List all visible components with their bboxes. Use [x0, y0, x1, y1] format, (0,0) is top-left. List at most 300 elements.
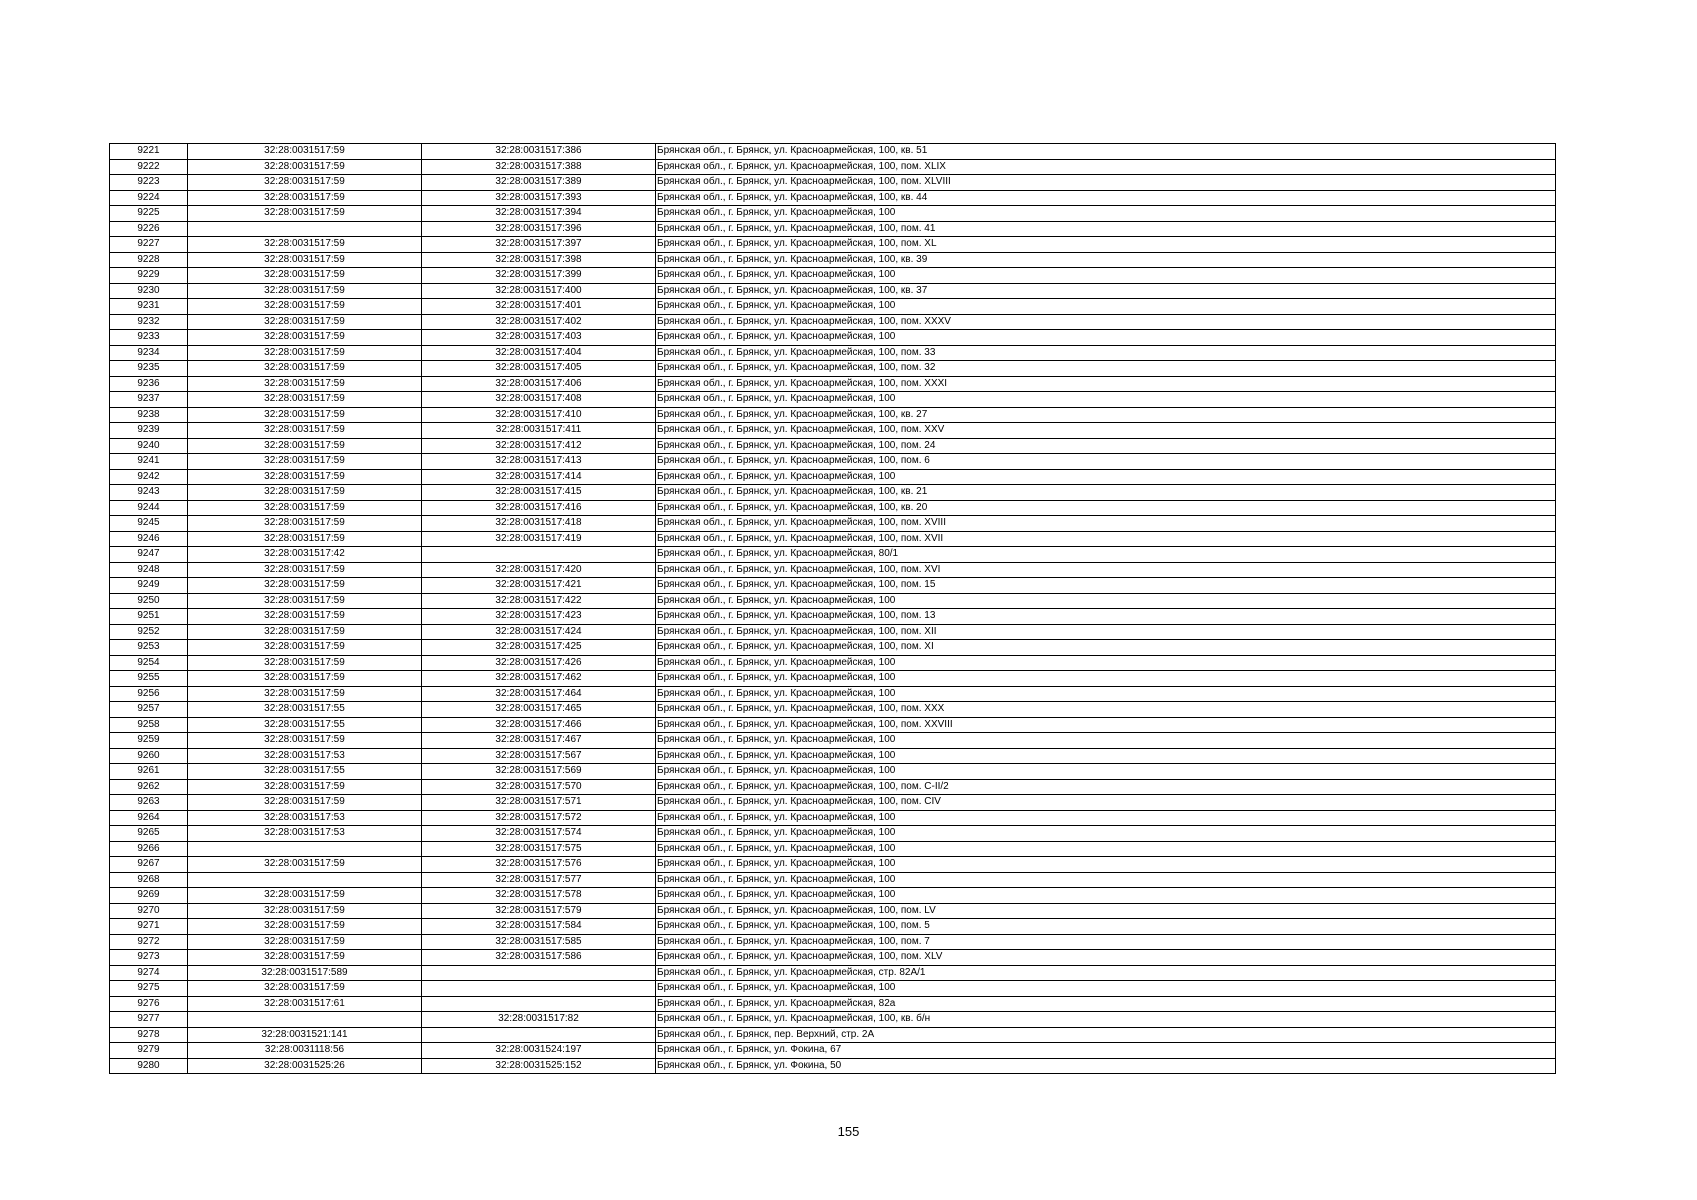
- cadastral-number-cell: 32:28:0031517:575: [422, 841, 656, 857]
- row-number-cell: 9222: [110, 159, 188, 175]
- table-row: [110, 206, 1556, 222]
- row-number-cell: 9264: [110, 810, 188, 826]
- address-cell: Брянская обл., г. Брянск, ул. Красноармейская, 100, пом. XVI: [656, 562, 1556, 578]
- table-row: [110, 996, 1556, 1012]
- address-cell: Брянская обл., г. Брянск, ул. Фокина, 67: [656, 1043, 1556, 1059]
- parent-cadastral-number-cell: 32:28:0031517:59: [188, 857, 422, 873]
- table-row: [110, 624, 1556, 640]
- address-cell: Брянская обл., г. Брянск, ул. Красноармейская, 100: [656, 299, 1556, 315]
- table-row: [110, 547, 1556, 563]
- parent-cadastral-number-cell: 32:28:0031517:59: [188, 500, 422, 516]
- table-row: [110, 252, 1556, 268]
- parent-cadastral-number-cell: 32:28:0031517:59: [188, 919, 422, 935]
- cadastral-number-cell: 32:28:0031517:571: [422, 795, 656, 811]
- row-number-cell: 9276: [110, 996, 188, 1012]
- cadastral-number-cell: 32:28:0031517:402: [422, 314, 656, 330]
- cadastral-number-cell: 32:28:0031517:585: [422, 934, 656, 950]
- table-row: [110, 159, 1556, 175]
- row-number-cell: 9268: [110, 872, 188, 888]
- address-cell: Брянская обл., г. Брянск, ул. Красноармейская, 100, пом. 13: [656, 609, 1556, 625]
- table-row: [110, 686, 1556, 702]
- table-row: [110, 609, 1556, 625]
- cadastral-number-cell: 32:28:0031517:399: [422, 268, 656, 284]
- table-row: [110, 764, 1556, 780]
- table-row: [110, 717, 1556, 733]
- table-row: [110, 345, 1556, 361]
- address-cell: Брянская обл., г. Брянск, ул. Красноармейская, 100, пом. XL: [656, 237, 1556, 253]
- registry-table-body: [110, 144, 1556, 1074]
- address-cell: Брянская обл., г. Брянск, ул. Красноармейская, 100, пом. XXV: [656, 423, 1556, 439]
- parent-cadastral-number-cell: 32:28:0031517:42: [188, 547, 422, 563]
- address-cell: Брянская обл., г. Брянск, ул. Красноармейская, 100, кв. 39: [656, 252, 1556, 268]
- cadastral-number-cell: 32:28:0031517:567: [422, 748, 656, 764]
- table-row: [110, 438, 1556, 454]
- address-cell: Брянская обл., г. Брянск, ул. Красноармейская, 100, кв. 21: [656, 485, 1556, 501]
- table-row: [110, 640, 1556, 656]
- cadastral-number-cell: 32:28:0031517:419: [422, 531, 656, 547]
- parent-cadastral-number-cell: 32:28:0031517:53: [188, 810, 422, 826]
- parent-cadastral-number-cell: [188, 221, 422, 237]
- table-row: [110, 376, 1556, 392]
- table-row: [110, 237, 1556, 253]
- cadastral-number-cell: 32:28:0031517:386: [422, 144, 656, 160]
- cadastral-number-cell: 32:28:0031517:396: [422, 221, 656, 237]
- row-number-cell: 9259: [110, 733, 188, 749]
- parent-cadastral-number-cell: 32:28:0031517:59: [188, 888, 422, 904]
- cadastral-number-cell: 32:28:0031517:572: [422, 810, 656, 826]
- address-cell: Брянская обл., г. Брянск, ул. Красноармейская, 100, пом. XLV: [656, 950, 1556, 966]
- row-number-cell: 9246: [110, 531, 188, 547]
- parent-cadastral-number-cell: 32:28:0031517:55: [188, 702, 422, 718]
- address-cell: Брянская обл., г. Брянск, ул. Красноармейская, 100: [656, 826, 1556, 842]
- row-number-cell: 9269: [110, 888, 188, 904]
- cadastral-number-cell: 32:28:0031517:423: [422, 609, 656, 625]
- parent-cadastral-number-cell: 32:28:0031517:59: [188, 671, 422, 687]
- cadastral-number-cell: 32:28:0031517:408: [422, 392, 656, 408]
- table-row: [110, 423, 1556, 439]
- parent-cadastral-number-cell: 32:28:0031517:59: [188, 934, 422, 950]
- row-number-cell: 9262: [110, 779, 188, 795]
- cadastral-number-cell: 32:28:0031517:394: [422, 206, 656, 222]
- cadastral-number-cell: 32:28:0031517:393: [422, 190, 656, 206]
- row-number-cell: 9226: [110, 221, 188, 237]
- parent-cadastral-number-cell: 32:28:0031517:59: [188, 268, 422, 284]
- row-number-cell: 9263: [110, 795, 188, 811]
- parent-cadastral-number-cell: 32:28:0031517:59: [188, 624, 422, 640]
- row-number-cell: 9251: [110, 609, 188, 625]
- row-number-cell: 9279: [110, 1043, 188, 1059]
- parent-cadastral-number-cell: 32:28:0031517:59: [188, 376, 422, 392]
- parent-cadastral-number-cell: 32:28:0031517:59: [188, 469, 422, 485]
- cadastral-number-cell: 32:28:0031517:389: [422, 175, 656, 191]
- address-cell: Брянская обл., г. Брянск, ул. Красноармейская, 100, пом. 24: [656, 438, 1556, 454]
- cadastral-number-cell: 32:28:0031517:569: [422, 764, 656, 780]
- parent-cadastral-number-cell: 32:28:0031517:59: [188, 454, 422, 470]
- parent-cadastral-number-cell: 32:28:0031525:26: [188, 1058, 422, 1074]
- row-number-cell: 9234: [110, 345, 188, 361]
- cadastral-number-cell: [422, 547, 656, 563]
- row-number-cell: 9243: [110, 485, 188, 501]
- cadastral-number-cell: 32:28:0031517:576: [422, 857, 656, 873]
- row-number-cell: 9221: [110, 144, 188, 160]
- row-number-cell: 9277: [110, 1012, 188, 1028]
- cadastral-number-cell: 32:28:0031517:424: [422, 624, 656, 640]
- row-number-cell: 9229: [110, 268, 188, 284]
- table-row: [110, 485, 1556, 501]
- address-cell: Брянская обл., г. Брянск, ул. Красноармейская, 100, кв. 27: [656, 407, 1556, 423]
- row-number-cell: 9241: [110, 454, 188, 470]
- row-number-cell: 9244: [110, 500, 188, 516]
- cadastral-number-cell: 32:28:0031517:467: [422, 733, 656, 749]
- parent-cadastral-number-cell: 32:28:0031517:53: [188, 826, 422, 842]
- cadastral-number-cell: [422, 996, 656, 1012]
- cadastral-number-cell: 32:28:0031517:404: [422, 345, 656, 361]
- cadastral-number-cell: 32:28:0031517:410: [422, 407, 656, 423]
- parent-cadastral-number-cell: 32:28:0031517:59: [188, 562, 422, 578]
- cadastral-number-cell: 32:28:0031517:416: [422, 500, 656, 516]
- row-number-cell: 9223: [110, 175, 188, 191]
- address-cell: Брянская обл., г. Брянск, ул. Красноармейская, 100, пом. 5: [656, 919, 1556, 935]
- row-number-cell: 9270: [110, 903, 188, 919]
- address-cell: Брянская обл., г. Брянск, ул. Красноармейская, 100, пом. CIV: [656, 795, 1556, 811]
- cadastral-number-cell: 32:28:0031517:413: [422, 454, 656, 470]
- parent-cadastral-number-cell: [188, 1012, 422, 1028]
- parent-cadastral-number-cell: 32:28:0031517:59: [188, 361, 422, 377]
- address-cell: Брянская обл., г. Брянск, ул. Красноармейская, 100, пом. 41: [656, 221, 1556, 237]
- address-cell: Брянская обл., г. Брянск, ул. Красноармейская, 100, пом. XVIII: [656, 516, 1556, 532]
- address-cell: Брянская обл., г. Брянск, ул. Красноармейская, 100: [656, 872, 1556, 888]
- table-row: [110, 702, 1556, 718]
- row-number-cell: 9240: [110, 438, 188, 454]
- table-row: [110, 268, 1556, 284]
- address-cell: Брянская обл., г. Брянск, ул. Красноармейская, 100, пом. XXXI: [656, 376, 1556, 392]
- row-number-cell: 9275: [110, 981, 188, 997]
- address-cell: Брянская обл., г. Брянск, ул. Красноармейская, 100: [656, 330, 1556, 346]
- cadastral-number-cell: 32:28:0031517:586: [422, 950, 656, 966]
- address-cell: Брянская обл., г. Брянск, ул. Красноармейская, 100, пом. XVII: [656, 531, 1556, 547]
- address-cell: Брянская обл., г. Брянск, ул. Фокина, 50: [656, 1058, 1556, 1074]
- cadastral-number-cell: 32:28:0031517:579: [422, 903, 656, 919]
- table-row: [110, 748, 1556, 764]
- cadastral-number-cell: 32:28:0031517:422: [422, 593, 656, 609]
- table-row: [110, 981, 1556, 997]
- row-number-cell: 9248: [110, 562, 188, 578]
- cadastral-number-cell: 32:28:0031517:414: [422, 469, 656, 485]
- table-row: [110, 190, 1556, 206]
- cadastral-number-cell: 32:28:0031517:397: [422, 237, 656, 253]
- address-cell: Брянская обл., г. Брянск, ул. Красноармейская, 100, пом. C-II/2: [656, 779, 1556, 795]
- address-cell: Брянская обл., г. Брянск, ул. Красноармейская, 100: [656, 733, 1556, 749]
- cadastral-number-cell: 32:28:0031517:412: [422, 438, 656, 454]
- cadastral-number-cell: 32:28:0031525:152: [422, 1058, 656, 1074]
- address-cell: Брянская обл., г. Брянск, пер. Верхний, стр. 2А: [656, 1027, 1556, 1043]
- table-row: [110, 779, 1556, 795]
- address-cell: Брянская обл., г. Брянск, ул. Красноармейская, 100, кв. б/н: [656, 1012, 1556, 1028]
- address-cell: Брянская обл., г. Брянск, ул. Красноармейская, 100: [656, 392, 1556, 408]
- table-row: [110, 671, 1556, 687]
- parent-cadastral-number-cell: 32:28:0031517:59: [188, 779, 422, 795]
- table-row: [110, 144, 1556, 160]
- table-row: [110, 578, 1556, 594]
- parent-cadastral-number-cell: 32:28:0031517:53: [188, 748, 422, 764]
- table-row: [110, 407, 1556, 423]
- row-number-cell: 9271: [110, 919, 188, 935]
- table-row: [110, 221, 1556, 237]
- row-number-cell: 9247: [110, 547, 188, 563]
- row-number-cell: 9239: [110, 423, 188, 439]
- row-number-cell: 9260: [110, 748, 188, 764]
- row-number-cell: 9242: [110, 469, 188, 485]
- table-row: [110, 934, 1556, 950]
- row-number-cell: 9224: [110, 190, 188, 206]
- cadastral-number-cell: 32:28:0031517:425: [422, 640, 656, 656]
- cadastral-number-cell: 32:28:0031517:403: [422, 330, 656, 346]
- address-cell: Брянская обл., г. Брянск, ул. Красноармейская, 100, пом. XXX: [656, 702, 1556, 718]
- table-row: [110, 361, 1556, 377]
- table-row: [110, 1058, 1556, 1074]
- row-number-cell: 9272: [110, 934, 188, 950]
- row-number-cell: 9267: [110, 857, 188, 873]
- row-number-cell: 9236: [110, 376, 188, 392]
- address-cell: Брянская обл., г. Брянск, ул. Красноармейская, 100: [656, 810, 1556, 826]
- parent-cadastral-number-cell: 32:28:0031517:59: [188, 392, 422, 408]
- address-cell: Брянская обл., г. Брянск, ул. Красноармейская, 100: [656, 469, 1556, 485]
- table-row: [110, 810, 1556, 826]
- address-cell: Брянская обл., г. Брянск, ул. Красноармейская, 100, пом. XI: [656, 640, 1556, 656]
- cadastral-number-cell: 32:28:0031517:401: [422, 299, 656, 315]
- table-row: [110, 392, 1556, 408]
- address-cell: Брянская обл., г. Брянск, ул. Красноармейская, 82а: [656, 996, 1556, 1012]
- row-number-cell: 9257: [110, 702, 188, 718]
- row-number-cell: 9258: [110, 717, 188, 733]
- address-cell: Брянская обл., г. Брянск, ул. Красноармейская, 100, пом. 15: [656, 578, 1556, 594]
- table-row: [110, 795, 1556, 811]
- parent-cadastral-number-cell: 32:28:0031521:141: [188, 1027, 422, 1043]
- cadastral-number-cell: 32:28:0031517:464: [422, 686, 656, 702]
- cadastral-number-cell: 32:28:0031517:421: [422, 578, 656, 594]
- cadastral-number-cell: 32:28:0031517:405: [422, 361, 656, 377]
- row-number-cell: 9230: [110, 283, 188, 299]
- table-row: [110, 1012, 1556, 1028]
- cadastral-number-cell: 32:28:0031517:420: [422, 562, 656, 578]
- parent-cadastral-number-cell: 32:28:0031517:59: [188, 175, 422, 191]
- row-number-cell: 9245: [110, 516, 188, 532]
- page-number: 155: [837, 1124, 860, 1139]
- address-cell: Брянская обл., г. Брянск, ул. Красноармейская, 100, пом. XXVIII: [656, 717, 1556, 733]
- address-cell: Брянская обл., г. Брянск, ул. Красноармейская, 100, пом. 32: [656, 361, 1556, 377]
- parent-cadastral-number-cell: 32:28:0031517:59: [188, 438, 422, 454]
- parent-cadastral-number-cell: 32:28:0031517:59: [188, 655, 422, 671]
- table-row: [110, 516, 1556, 532]
- address-cell: Брянская обл., г. Брянск, ул. Красноармейская, стр. 82А/1: [656, 965, 1556, 981]
- parent-cadastral-number-cell: 32:28:0031517:59: [188, 330, 422, 346]
- table-row: [110, 965, 1556, 981]
- address-cell: Брянская обл., г. Брянск, ул. Красноармейская, 100: [656, 593, 1556, 609]
- cadastral-number-cell: [422, 1027, 656, 1043]
- address-cell: Брянская обл., г. Брянск, ул. Красноармейская, 100: [656, 841, 1556, 857]
- parent-cadastral-number-cell: 32:28:0031517:59: [188, 981, 422, 997]
- table-row: [110, 283, 1556, 299]
- parent-cadastral-number-cell: 32:28:0031517:59: [188, 190, 422, 206]
- parent-cadastral-number-cell: 32:28:0031517:59: [188, 516, 422, 532]
- row-number-cell: 9228: [110, 252, 188, 268]
- table-row: [110, 593, 1556, 609]
- parent-cadastral-number-cell: 32:28:0031517:59: [188, 686, 422, 702]
- cadastral-number-cell: 32:28:0031524:197: [422, 1043, 656, 1059]
- address-cell: Брянская обл., г. Брянск, ул. Красноармейская, 100: [656, 206, 1556, 222]
- cadastral-number-cell: 32:28:0031517:406: [422, 376, 656, 392]
- address-cell: Брянская обл., г. Брянск, ул. Красноармейская, 100, пом. XLIX: [656, 159, 1556, 175]
- cadastral-number-cell: 32:28:0031517:388: [422, 159, 656, 175]
- cadastral-number-cell: 32:28:0031517:466: [422, 717, 656, 733]
- table-row: [110, 500, 1556, 516]
- address-cell: Брянская обл., г. Брянск, ул. Красноармейская, 100: [656, 268, 1556, 284]
- cadastral-number-cell: [422, 981, 656, 997]
- row-number-cell: 9238: [110, 407, 188, 423]
- parent-cadastral-number-cell: 32:28:0031517:59: [188, 640, 422, 656]
- parent-cadastral-number-cell: 32:28:0031517:59: [188, 950, 422, 966]
- parent-cadastral-number-cell: 32:28:0031517:59: [188, 593, 422, 609]
- table-row: [110, 175, 1556, 191]
- address-cell: Брянская обл., г. Брянск, ул. Красноармейская, 100: [656, 671, 1556, 687]
- table-row: [110, 950, 1556, 966]
- row-number-cell: 9249: [110, 578, 188, 594]
- row-number-cell: 9254: [110, 655, 188, 671]
- parent-cadastral-number-cell: [188, 841, 422, 857]
- cadastral-number-cell: 32:28:0031517:415: [422, 485, 656, 501]
- cadastral-number-cell: 32:28:0031517:574: [422, 826, 656, 842]
- cadastral-number-cell: 32:28:0031517:577: [422, 872, 656, 888]
- row-number-cell: 9252: [110, 624, 188, 640]
- address-cell: Брянская обл., г. Брянск, ул. Красноармейская, 100, пом. 33: [656, 345, 1556, 361]
- parent-cadastral-number-cell: 32:28:0031517:59: [188, 733, 422, 749]
- row-number-cell: 9256: [110, 686, 188, 702]
- parent-cadastral-number-cell: 32:28:0031517:59: [188, 252, 422, 268]
- table-row: [110, 330, 1556, 346]
- parent-cadastral-number-cell: 32:28:0031517:55: [188, 717, 422, 733]
- parent-cadastral-number-cell: 32:28:0031517:59: [188, 795, 422, 811]
- address-cell: Брянская обл., г. Брянск, ул. Красноармейская, 100, кв. 51: [656, 144, 1556, 160]
- parent-cadastral-number-cell: 32:28:0031118:56: [188, 1043, 422, 1059]
- address-cell: Брянская обл., г. Брянск, ул. Красноармейская, 100, пом. 6: [656, 454, 1556, 470]
- parent-cadastral-number-cell: 32:28:0031517:59: [188, 283, 422, 299]
- table-row: [110, 919, 1556, 935]
- table-row: [110, 1027, 1556, 1043]
- parent-cadastral-number-cell: 32:28:0031517:61: [188, 996, 422, 1012]
- address-cell: Брянская обл., г. Брянск, ул. Красноармейская, 100: [656, 981, 1556, 997]
- parent-cadastral-number-cell: 32:28:0031517:59: [188, 578, 422, 594]
- row-number-cell: 9231: [110, 299, 188, 315]
- parent-cadastral-number-cell: 32:28:0031517:59: [188, 903, 422, 919]
- parent-cadastral-number-cell: 32:28:0031517:59: [188, 345, 422, 361]
- row-number-cell: 9261: [110, 764, 188, 780]
- address-cell: Брянская обл., г. Брянск, ул. Красноармейская, 100: [656, 888, 1556, 904]
- table-row: [110, 531, 1556, 547]
- row-number-cell: 9265: [110, 826, 188, 842]
- row-number-cell: 9255: [110, 671, 188, 687]
- address-cell: Брянская обл., г. Брянск, ул. Красноармейская, 100: [656, 686, 1556, 702]
- registry-table: [109, 143, 1556, 1074]
- parent-cadastral-number-cell: 32:28:0031517:59: [188, 206, 422, 222]
- cadastral-number-cell: 32:28:0031517:82: [422, 1012, 656, 1028]
- row-number-cell: 9280: [110, 1058, 188, 1074]
- table-row: [110, 872, 1556, 888]
- address-cell: Брянская обл., г. Брянск, ул. Красноармейская, 100, пом. XLVIII: [656, 175, 1556, 191]
- parent-cadastral-number-cell: 32:28:0031517:59: [188, 314, 422, 330]
- parent-cadastral-number-cell: [188, 872, 422, 888]
- table-row: [110, 903, 1556, 919]
- parent-cadastral-number-cell: 32:28:0031517:589: [188, 965, 422, 981]
- cadastral-number-cell: 32:28:0031517:411: [422, 423, 656, 439]
- address-cell: Брянская обл., г. Брянск, ул. Красноармейская, 100, кв. 20: [656, 500, 1556, 516]
- parent-cadastral-number-cell: 32:28:0031517:59: [188, 531, 422, 547]
- cadastral-number-cell: 32:28:0031517:570: [422, 779, 656, 795]
- row-number-cell: 9232: [110, 314, 188, 330]
- row-number-cell: 9266: [110, 841, 188, 857]
- table-row: [110, 562, 1556, 578]
- parent-cadastral-number-cell: 32:28:0031517:59: [188, 144, 422, 160]
- cadastral-number-cell: 32:28:0031517:418: [422, 516, 656, 532]
- row-number-cell: 9227: [110, 237, 188, 253]
- table-row: [110, 1043, 1556, 1059]
- address-cell: Брянская обл., г. Брянск, ул. Красноармейская, 100, пом. XXXV: [656, 314, 1556, 330]
- cadastral-number-cell: 32:28:0031517:400: [422, 283, 656, 299]
- row-number-cell: 9273: [110, 950, 188, 966]
- table-row: [110, 841, 1556, 857]
- address-cell: Брянская обл., г. Брянск, ул. Красноармейская, 100: [656, 764, 1556, 780]
- parent-cadastral-number-cell: 32:28:0031517:55: [188, 764, 422, 780]
- row-number-cell: 9250: [110, 593, 188, 609]
- parent-cadastral-number-cell: 32:28:0031517:59: [188, 485, 422, 501]
- address-cell: Брянская обл., г. Брянск, ул. Красноармейская, 100, пом. XII: [656, 624, 1556, 640]
- table-row: [110, 655, 1556, 671]
- table-row: [110, 888, 1556, 904]
- parent-cadastral-number-cell: 32:28:0031517:59: [188, 423, 422, 439]
- cadastral-number-cell: 32:28:0031517:584: [422, 919, 656, 935]
- table-row: [110, 314, 1556, 330]
- parent-cadastral-number-cell: 32:28:0031517:59: [188, 609, 422, 625]
- address-cell: Брянская обл., г. Брянск, ул. Красноармейская, 100: [656, 857, 1556, 873]
- address-cell: Брянская обл., г. Брянск, ул. Красноармейская, 100, кв. 44: [656, 190, 1556, 206]
- row-number-cell: 9278: [110, 1027, 188, 1043]
- cadastral-number-cell: 32:28:0031517:398: [422, 252, 656, 268]
- table-row: [110, 299, 1556, 315]
- cadastral-number-cell: 32:28:0031517:578: [422, 888, 656, 904]
- cadastral-number-cell: [422, 965, 656, 981]
- parent-cadastral-number-cell: 32:28:0031517:59: [188, 407, 422, 423]
- parent-cadastral-number-cell: 32:28:0031517:59: [188, 159, 422, 175]
- row-number-cell: 9237: [110, 392, 188, 408]
- row-number-cell: 9274: [110, 965, 188, 981]
- table-row: [110, 733, 1556, 749]
- table-row: [110, 857, 1556, 873]
- row-number-cell: 9225: [110, 206, 188, 222]
- address-cell: Брянская обл., г. Брянск, ул. Красноармейская, 100, пом. 7: [656, 934, 1556, 950]
- address-cell: Брянская обл., г. Брянск, ул. Красноармейская, 100: [656, 748, 1556, 764]
- row-number-cell: 9253: [110, 640, 188, 656]
- parent-cadastral-number-cell: 32:28:0031517:59: [188, 237, 422, 253]
- cadastral-number-cell: 32:28:0031517:465: [422, 702, 656, 718]
- parent-cadastral-number-cell: 32:28:0031517:59: [188, 299, 422, 315]
- table-row: [110, 826, 1556, 842]
- row-number-cell: 9233: [110, 330, 188, 346]
- address-cell: Брянская обл., г. Брянск, ул. Красноармейская, 80/1: [656, 547, 1556, 563]
- cadastral-number-cell: 32:28:0031517:426: [422, 655, 656, 671]
- row-number-cell: 9235: [110, 361, 188, 377]
- address-cell: Брянская обл., г. Брянск, ул. Красноармейская, 100, пом. LV: [656, 903, 1556, 919]
- cadastral-number-cell: 32:28:0031517:462: [422, 671, 656, 687]
- address-cell: Брянская обл., г. Брянск, ул. Красноармейская, 100, кв. 37: [656, 283, 1556, 299]
